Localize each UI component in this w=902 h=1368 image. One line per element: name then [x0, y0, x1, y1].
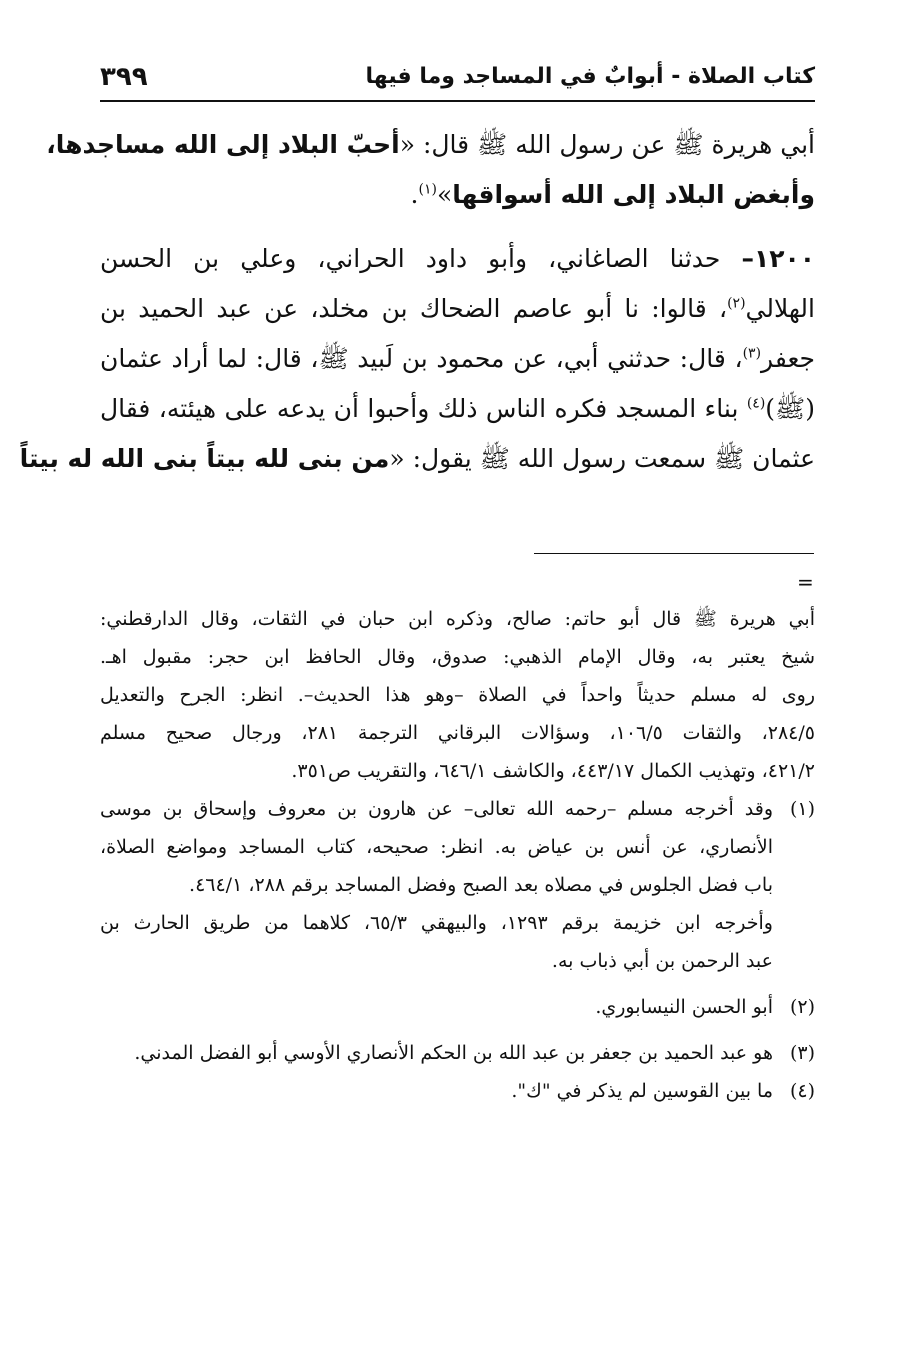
hadith-number: ١٢٠٠– — [741, 244, 815, 273]
footnote-ref-3: (٣) — [742, 345, 762, 362]
text-run: بناء المسجد فكره الناس ذلك وأحبوا أن يدعه على هيئته، فقال — [100, 394, 747, 423]
footnote-line: الأنصاري، عن أنس بن عياض به. انظر: صحيحه، كتاب المساجد ومواضع الصلاة، — [100, 836, 773, 858]
text-run: ، قالوا: نا أبو عاصم الضحاك بن مخلد، عن عبد الحميد بن — [100, 294, 728, 323]
footnote-line: عبد الرحمن بن أبي ذباب به. — [551, 950, 773, 972]
bold-hadith-text: من بنى لله بيتاً بنى الله له بيتاً — [19, 444, 390, 473]
text-run: جعفر — [761, 344, 815, 373]
text-run: حدثنا الصاغاني، وأبو داود الحراني، وعلي بن الحسن — [100, 244, 742, 273]
running-title: كتاب الصلاة - أبوابٌ في المساجد وما فيها — [365, 64, 815, 89]
footnote-line: روى له مسلم حديثاً واحداً في الصلاة –وهو هذا الحديث–. انظر: الجرح والتعديل — [100, 684, 815, 706]
footnote-number: (٢) — [789, 996, 815, 1018]
text-run: (ﷺ) — [765, 394, 815, 423]
main-line-1 — [46, 120, 815, 170]
footnote-number: (٣) — [789, 1042, 815, 1064]
main-line-7 — [19, 434, 815, 484]
footnote-number: (٤) — [789, 1080, 815, 1102]
continuation-mark: = — [797, 570, 814, 594]
footnote-line: باب فضل الجلوس في مصلاه بعد الصبح وفضل المساجد برقم ٢٨٨، ٤٦٤/١. — [189, 874, 773, 896]
bold-hadith-text: أحبّ البلاد إلى الله مساجدها، — [46, 130, 400, 159]
main-line-4 — [100, 284, 815, 334]
text-run: أبي هريرة ﷺ عن رسول الله ﷺ قال: « — [399, 130, 815, 159]
text-run: » — [436, 180, 453, 209]
main-line-6 — [100, 384, 815, 434]
footnote-ref-4: (٤) — [746, 395, 766, 412]
footnote-text: وقد أخرجه مسلم –رحمه الله تعالى– عن هارون بن معروف وإسحاق بن موسى — [100, 798, 773, 820]
text-run: عثمان ﷺ سمعت رسول الله ﷺ يقول: « — [389, 444, 815, 473]
footnote-line: ٤٢١/٢، وتهذيب الكمال ٤٤٣/١٧، والكاشف ٦٤٦/١، والتقريب ص٣٥١. — [291, 760, 815, 782]
main-text — [19, 120, 815, 484]
footnote-1 — [100, 790, 815, 828]
footnote-2 — [100, 988, 815, 1026]
text-run: ، قال: حدثني أبي، عن محمود بن لَبيد ﷺ، قال: لما أراد عثمان — [100, 344, 743, 373]
footnote-line: أبي هريرة ﷺ قال أبو حاتم: صالح، وذكره ابن حبان في الثقات، وقال الدارقطني: — [100, 608, 815, 630]
footnote-separator — [534, 553, 814, 554]
footnote-3 — [100, 1034, 815, 1072]
footnote-line: ٢٨٤/٥، والثقات ١٠٦/٥، وسؤالات البرقاني الترجمة ٢٨١، ورجال صحيح مسلم — [100, 722, 815, 744]
footnote-line: وأخرجه ابن خزيمة برقم ١٢٩٣، والبيهقي ٦٥/٣، كلاهما من طريق الحارث بن — [100, 912, 773, 934]
footnote-text: ما بين القوسين لم يذكر في "ك". — [511, 1080, 773, 1102]
bold-hadith-text: وأبغض البلاد إلى الله أسواقها — [452, 180, 815, 209]
footnote-ref-1: (١) — [418, 181, 437, 198]
footnote-4 — [100, 1072, 815, 1110]
footnote-number: (١) — [789, 798, 815, 820]
text-run: الهلالي — [745, 294, 815, 323]
page-number: ٣٩٩ — [100, 62, 148, 92]
main-line-2 — [100, 170, 815, 220]
running-header — [100, 62, 815, 102]
footnote-text: أبو الحسن النيسابوري. — [595, 996, 773, 1018]
text-run: . — [410, 180, 419, 209]
footnote-line: شيخ يعتبر به، وقال الإمام الذهبي: صدوق، وقال الحافظ ابن حجر: مقبول اهـ. — [100, 646, 815, 668]
main-line-5 — [100, 334, 815, 384]
main-line-3 — [100, 234, 815, 284]
header-rule — [100, 100, 815, 102]
footnote-text: هو عبد الحميد بن جعفر بن عبد الله بن الحكم الأنصاري الأوسي أبو الفضل المدني. — [134, 1042, 773, 1064]
footnote-ref-2: (٢) — [727, 295, 746, 312]
footnotes — [100, 600, 815, 1110]
